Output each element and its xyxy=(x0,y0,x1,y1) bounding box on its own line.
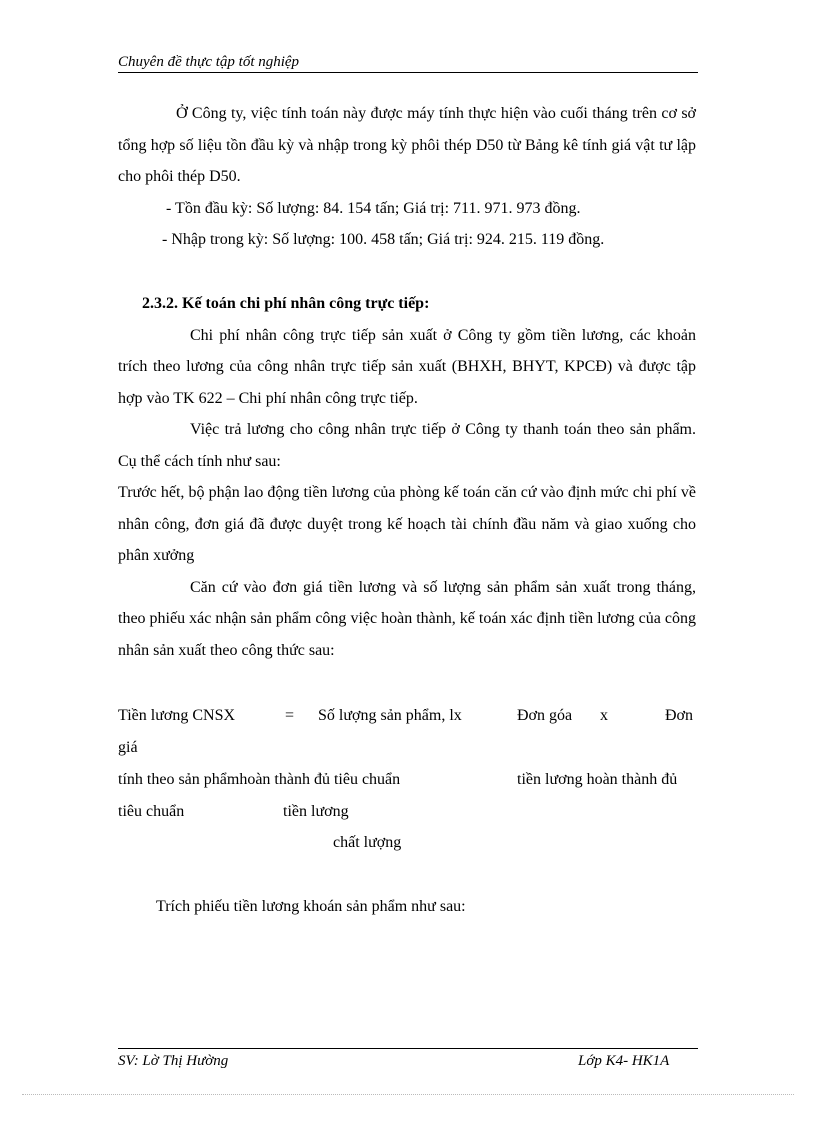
formula-unit-price: Đơn góa xyxy=(517,707,573,724)
footer-divider xyxy=(118,1048,698,1049)
formula-multiply: x xyxy=(600,707,608,724)
formula-quantity: Số lượng sản phẩm, lx xyxy=(318,707,462,724)
paragraph-first-step: Trước hết, bộ phận lao động tiền lương của phòng kế toán căn cứ vào định mức chi phí về nhân công, đơn giá đã được duyệt trong kế hoạch tài chính đầu năm và giao xuống cho phân xưởng xyxy=(118,484,696,564)
formula-lhs: Tiền lương CNSX xyxy=(118,707,236,724)
formula-equals: = xyxy=(285,707,295,724)
section-direct-labor xyxy=(118,288,696,666)
paragraph-labor-cost: Chi phí nhân công trực tiếp sản xuất ở Công ty gồm tiền lương, các khoản trích theo lương của công nhân trực tiếp sản xuất (BHXH, BHYT, KPCĐ) và được tập hợp vào TK 622 – Chi phí nhân công trực tiếp. xyxy=(118,326,696,407)
paragraph-wage-payment: Việc trả lương cho công nhân trực tiếp ở Công ty thanh toán theo sản phẩm. Cụ thể cách tính như sau: xyxy=(118,421,696,470)
footer-class: Lớp K4- HK1A xyxy=(578,1053,670,1069)
document-body xyxy=(118,98,696,256)
list-item-opening-stock: - Tồn đầu kỳ: Số lượng: 84. 154 tấn; Giá trị: 711. 971. 973 đồng. xyxy=(166,199,581,217)
list-item-received-stock: - Nhập trong kỳ: Số lượng: 100. 458 tấn; Giá trị: 924. 215. 119 đồng. xyxy=(162,231,605,248)
formula-unit-price-2: Đơn xyxy=(665,707,694,724)
footer-student: SV: Lờ Thị Hường xyxy=(118,1053,229,1069)
section-heading: 2.3.2. Kế toán chi phí nhân công trực tiếp: xyxy=(142,295,430,312)
page-header: Chuyên đề thực tập tốt nghiệp xyxy=(118,54,698,73)
page-boundary xyxy=(22,1094,794,1095)
formula-row2-right: tiền lương hoàn thành đủ xyxy=(517,771,678,788)
formula-row4: chất lượng xyxy=(333,834,402,851)
formula-row3-left: tiêu chuẩn xyxy=(118,803,185,820)
formula-row3-mid: tiền lương xyxy=(283,803,349,820)
formula-gia: giá xyxy=(118,739,138,756)
paragraph-excerpt: Trích phiếu tiền lương khoán sản phẩm như sau: xyxy=(156,898,466,915)
paragraph-formula-intro: Căn cứ vào đơn giá tiền lương và số lượng sản phẩm sản xuất trong tháng, theo phiếu xác nhận sản phẩm công việc hoàn thành, kế toán xác định tiền lương của công nhân sản xuất theo công thức sau: xyxy=(118,578,696,659)
paragraph-computation: Ở Công ty, việc tính toán này được máy tính thực hiện vào cuối tháng trên cơ sở tổng hợp số liệu tồn đầu kỳ và nhập trong kỳ phôi thép D50 từ Bảng kê tính giá vật tư lập cho phôi thép D50. xyxy=(118,105,696,185)
formula-row2-left: tính theo sản phẩmhoàn thành đủ tiêu chuẩn xyxy=(118,771,401,788)
